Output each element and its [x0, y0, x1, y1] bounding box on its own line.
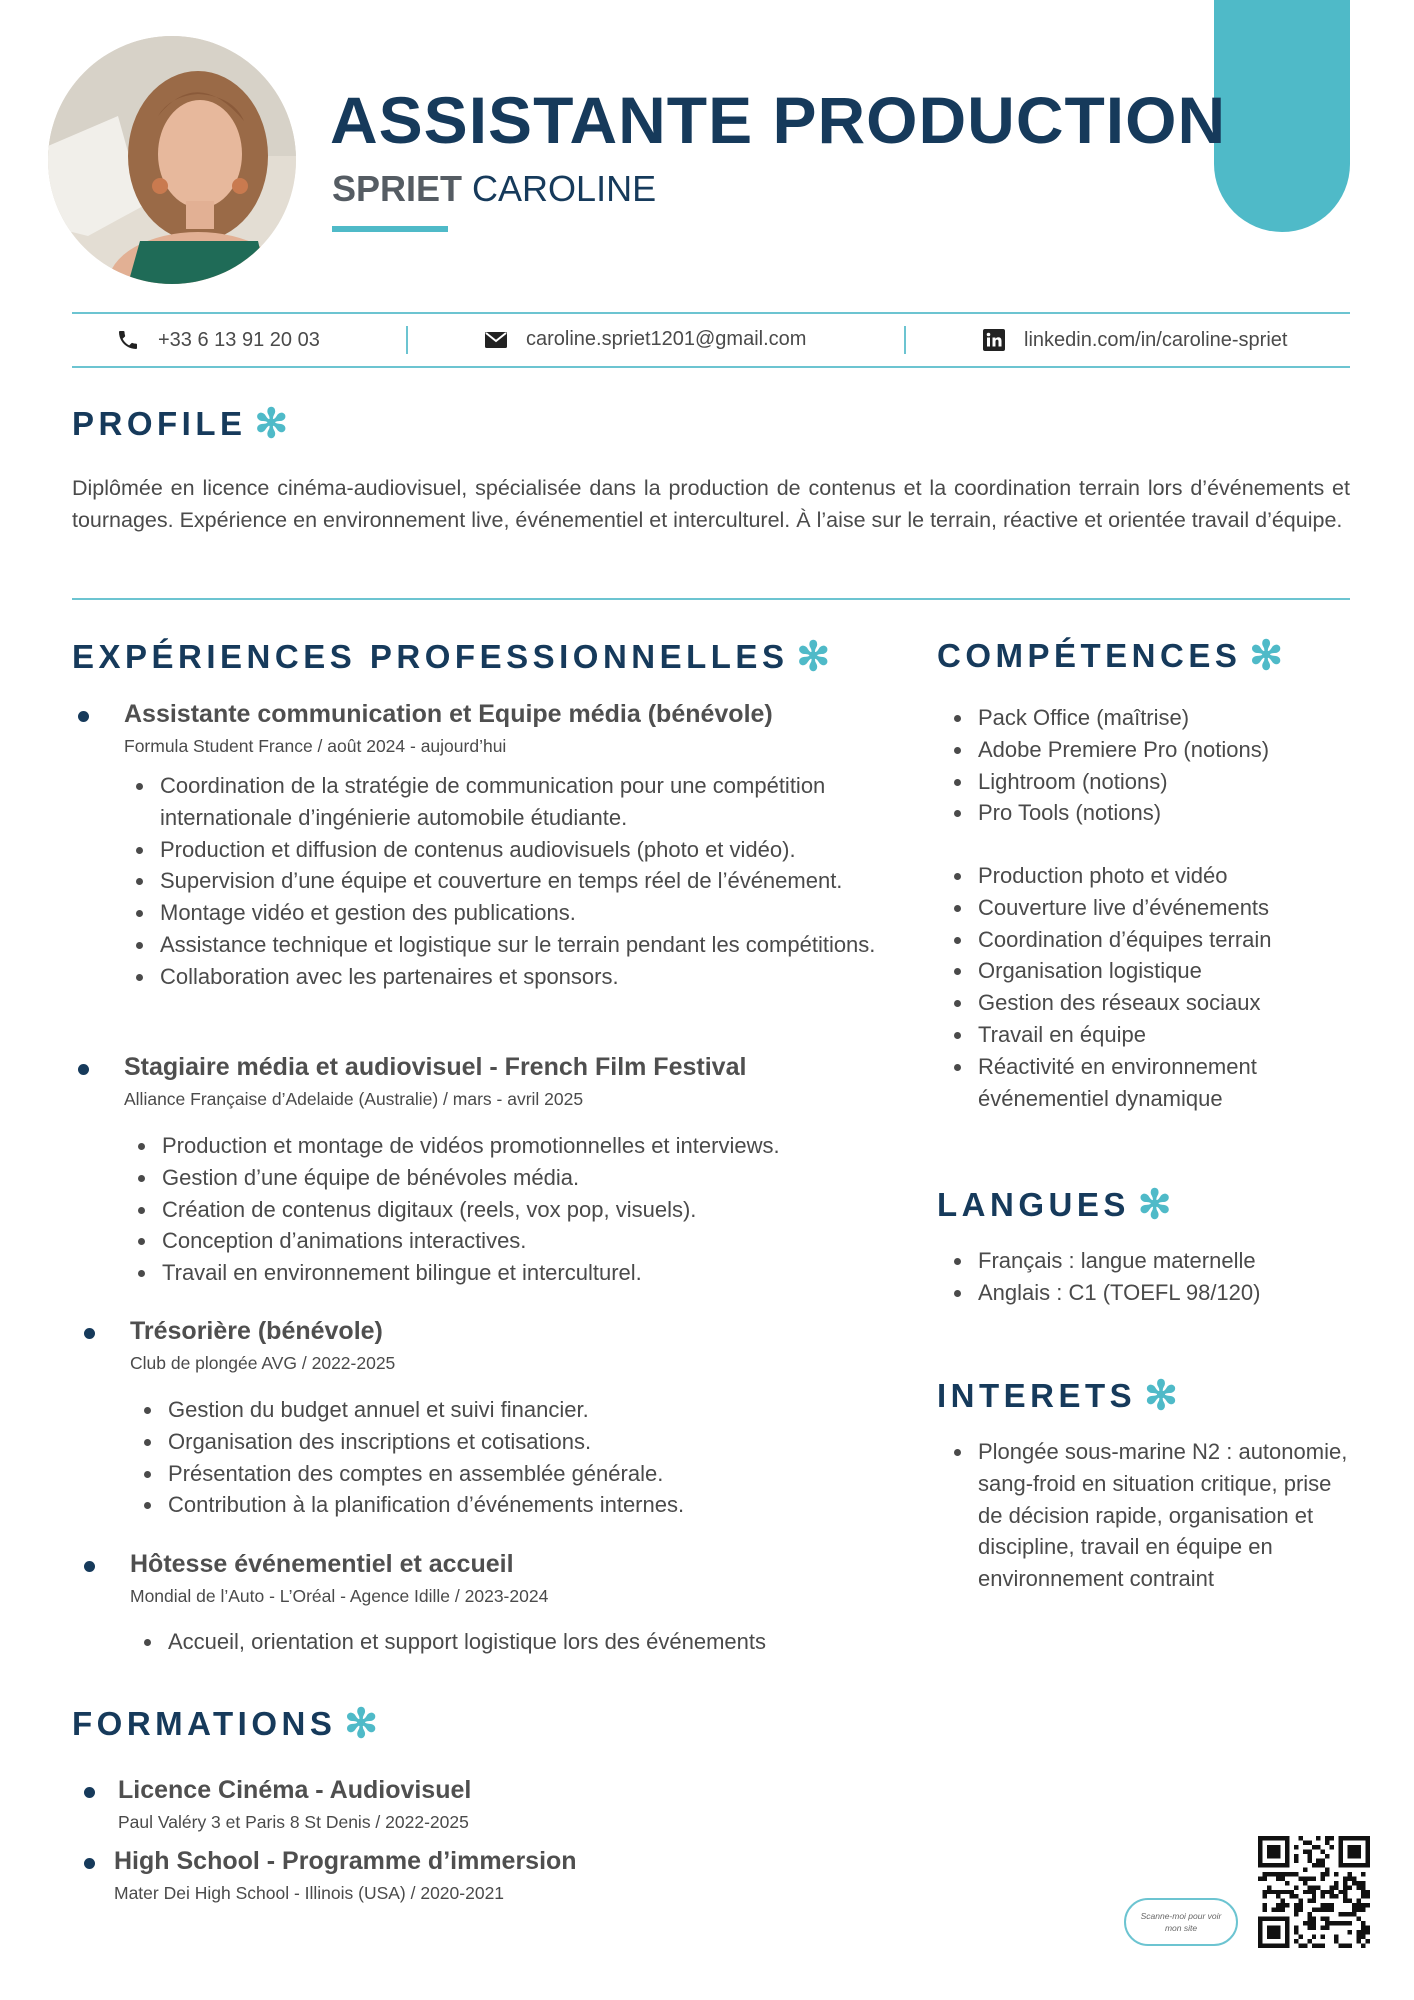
section-title-experience	[72, 637, 830, 677]
list-item: • Production photo et vidéo	[974, 860, 1344, 892]
contact-top-divider	[72, 312, 1350, 314]
section-title-skills	[937, 636, 1283, 676]
list-item: • Pro Tools (notions)	[974, 797, 1344, 829]
contact-phone[interactable]	[116, 328, 320, 352]
languages-heading-text: LANGUES	[937, 1186, 1130, 1223]
interests-heading-text: INTERETS	[937, 1377, 1137, 1414]
formations-heading-text: FORMATIONS	[72, 1705, 337, 1742]
list-item: • Anglais : C1 (TOEFL 98/120)	[974, 1277, 1344, 1309]
job-title: Stagiaire média et audiovisuel - French Film Festival	[124, 1053, 747, 1081]
list-item: • Coordination de la stratégie de communication pour une compétition internationale d’ingénierie automobile étudiante.	[156, 770, 938, 834]
job-title: Hôtesse événementiel et accueil	[130, 1550, 514, 1578]
page-title: ASSISTANTE PRODUCTION	[330, 83, 1227, 157]
candidate-name	[332, 168, 656, 210]
section-title-interests	[937, 1376, 1178, 1416]
interests-list	[948, 1436, 1352, 1595]
phone-number: +33 6 13 91 20 03	[158, 328, 320, 351]
list-item: • Lightroom (notions)	[974, 766, 1344, 798]
skills-heading-text: COMPÉTENCES	[937, 637, 1242, 674]
qr-code[interactable]	[1258, 1836, 1370, 1948]
job-task-list	[138, 1394, 944, 1521]
section-divider	[72, 598, 1350, 600]
first-name: CAROLINE	[472, 168, 657, 209]
education-subtitle: Mater Dei High School - Illinois (USA) / 2020-2021	[114, 1883, 505, 1903]
list-item: • Coordination d’équipes terrain	[974, 924, 1344, 956]
list-item: • Conception d’animations interactives.	[158, 1225, 938, 1257]
job-task-list	[132, 1130, 938, 1289]
list-item: • Collaboration avec les partenaires et sponsors.	[156, 961, 938, 993]
list-item: • Organisation logistique	[974, 955, 1344, 987]
profile-heading-text: PROFILE	[72, 405, 247, 442]
section-title-languages	[937, 1185, 1171, 1225]
experience-heading-text: EXPÉRIENCES PROFESSIONNELLES	[72, 638, 789, 675]
job-subtitle: Alliance Française d’Adelaide (Australie) / mars - avril 2025	[124, 1089, 584, 1109]
list-item: • Montage vidéo et gestion des publications.	[156, 897, 938, 929]
education-bullet-dot	[84, 1858, 95, 1869]
job-task-list	[130, 770, 938, 993]
list-item: • Production et diffusion de contenus audiovisuels (photo et vidéo).	[156, 834, 938, 866]
education-title: Licence Cinéma - Audiovisuel	[118, 1776, 472, 1804]
list-item: • Supervision d’une équipe et couverture en temps réel de l’événement.	[156, 865, 938, 897]
asterisk-icon: ✻	[796, 635, 830, 679]
list-item: • Français : langue maternelle	[974, 1245, 1344, 1277]
decorative-accent-pill	[1214, 0, 1350, 232]
job-title: Assistante communication et Equipe média (bénévole)	[124, 700, 773, 728]
list-item: • Accueil, orientation et support logistique lors des événements	[164, 1626, 964, 1658]
asterisk-icon: ✻	[344, 1702, 378, 1746]
last-name: SPRIET	[332, 168, 463, 209]
linkedin-icon	[982, 328, 1006, 352]
asterisk-icon: ✻	[254, 402, 289, 446]
list-item: • Travail en équipe	[974, 1019, 1344, 1051]
section-title-formations	[72, 1704, 378, 1744]
languages-list	[948, 1245, 1344, 1309]
list-item: • Gestion d’une équipe de bénévoles média.	[158, 1162, 938, 1194]
qr-caption: Scanne-moi pour voir mon site	[1124, 1898, 1238, 1946]
list-item: • Gestion du budget annuel et suivi financier.	[164, 1394, 944, 1426]
mail-icon	[484, 331, 508, 349]
section-title-profile	[72, 404, 288, 444]
job-subtitle: Mondial de l’Auto - L’Oréal - Agence Idille / 2023-2024	[130, 1586, 549, 1606]
list-item: • Contribution à la planification d’événements internes.	[164, 1489, 944, 1521]
contact-separator	[904, 326, 906, 354]
job-bullet-dot	[78, 1064, 89, 1075]
contact-separator	[406, 326, 408, 354]
title-underline	[332, 226, 448, 232]
profile-summary: Diplômée en licence cinéma-audiovisuel, spécialisée dans la production de contenus et la coordination terrain lors d’événements et tournages. Expérience en environnement live, événementiel et interculturel. À l’aise sur le terrain, réactive et orientée travail d’équipe.	[72, 476, 1350, 532]
list-item: • Assistance technique et logistique sur le terrain pendant les compétitions.	[156, 929, 938, 961]
avatar	[48, 36, 296, 284]
job-title: Trésorière (bénévole)	[130, 1317, 383, 1345]
education-subtitle: Paul Valéry 3 et Paris 8 St Denis / 2022-2025	[118, 1812, 469, 1832]
job-bullet-dot	[78, 711, 89, 722]
job-bullet-dot	[84, 1328, 95, 1339]
list-item: • Réactivité en environnement événementiel dynamique	[974, 1051, 1344, 1115]
education-title: High School - Programme d’immersion	[114, 1847, 577, 1875]
contact-bottom-divider	[72, 366, 1350, 368]
list-item: • Production et montage de vidéos promotionnelles et interviews.	[158, 1130, 938, 1162]
list-item: • Travail en environnement bilingue et interculturel.	[158, 1257, 938, 1289]
list-item: • Couverture live d’événements	[974, 892, 1344, 924]
skills-soft-list	[948, 860, 1344, 1114]
job-subtitle: Club de plongée AVG / 2022-2025	[130, 1353, 396, 1373]
education-bullet-dot	[84, 1787, 95, 1798]
linkedin-url: linkedin.com/in/caroline-spriet	[1024, 328, 1288, 351]
contact-email[interactable]	[484, 328, 806, 351]
list-item: • Organisation des inscriptions et cotisations.	[164, 1426, 944, 1458]
contact-linkedin[interactable]	[982, 328, 1287, 352]
asterisk-icon: ✻	[1137, 1183, 1172, 1227]
list-item: • Adobe Premiere Pro (notions)	[974, 734, 1344, 766]
list-item: • Pack Office (maîtrise)	[974, 702, 1344, 734]
asterisk-icon: ✻	[1249, 634, 1283, 678]
email-address: caroline.spriet1201@gmail.com	[526, 328, 807, 350]
list-item: • Gestion des réseaux sociaux	[974, 987, 1344, 1019]
job-subtitle: Formula Student France / août 2024 - aujourd’hui	[124, 736, 507, 756]
phone-icon	[116, 328, 140, 352]
job-task-list	[138, 1626, 964, 1658]
list-item: • Présentation des comptes en assemblée générale.	[164, 1458, 944, 1490]
skills-tools-list	[948, 702, 1344, 829]
job-bullet-dot	[84, 1561, 95, 1572]
list-item: • Plongée sous-marine N2 : autonomie, sang-froid en situation critique, prise de décision rapide, organisation et discipline, travail en équipe en environnement contraint	[974, 1436, 1352, 1595]
list-item: • Création de contenus digitaux (reels, vox pop, visuels).	[158, 1194, 938, 1226]
asterisk-icon: ✻	[1144, 1374, 1178, 1418]
